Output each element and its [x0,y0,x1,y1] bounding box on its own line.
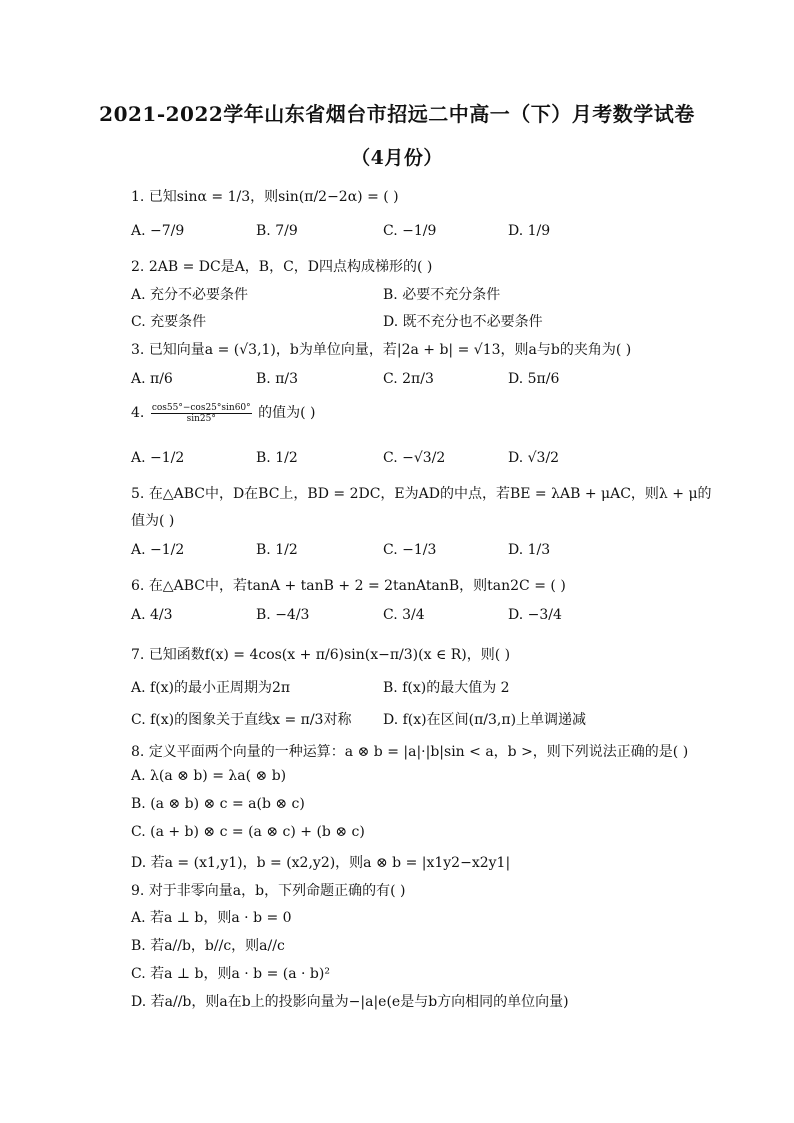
question-number: 6. [131,578,145,594]
option-b: B. (a ⊗ b) ⊗ c = a(b ⊗ c) [131,796,305,812]
question-number: 8. [131,744,145,760]
question-3 [131,339,631,359]
option-b: B. 若a//b，b//c，则a//c [131,938,285,954]
question-stem-continued: 值为( ) [131,513,175,529]
option-b: B. π/3 [256,371,299,387]
question-stem: 已知函数f(x) = 4cos(x + π/6)sin(x−π/3)(x ∈ R)，则( ) [148,647,511,663]
option-a: A. 若a ⊥ b，则a · b = 0 [131,910,292,926]
question-2 [131,256,432,276]
question-1 [131,186,399,206]
option-a: A. 充分不必要条件 [131,287,249,303]
fraction-denominator: sin25° [186,413,216,424]
question-stem: 在△ABC中，若tanA + tanB + 2 = 2tanAtanB，则tan2C = ( ) [148,578,566,594]
question-stem: 在△ABC中，D在BC上，BD = 2DC，E为AD的中点，若BE = λAB + μAC，则λ + μ的 [148,486,712,502]
option-d: D. f(x)在区间(π/3,π)上单调递减 [383,712,587,728]
fraction [151,403,252,424]
option-a: A. λ(a ⊗ b) = λa( ⊗ b) [131,768,287,784]
option-d: D. 若a//b，则a在b上的投影向量为−|a|e(e是与b方向相同的单位向量) [131,994,569,1010]
question-9 [131,880,406,900]
option-a: A. 4/3 [131,607,173,623]
option-c: C. 3/4 [383,607,425,623]
question-7 [131,644,510,664]
question-8 [131,741,688,761]
option-d: D. 1/9 [508,223,551,239]
question-stem: 的值为( ) [258,405,316,421]
option-b: B. f(x)的最大值为 2 [383,680,510,696]
question-number: 9. [131,883,145,899]
option-c: C. f(x)的图象关于直线x = π/3对称 [131,712,352,728]
option-a: A. −1/2 [131,450,185,466]
option-b: B. 1/2 [256,542,298,558]
option-a: A. π/6 [131,371,173,387]
option-d: D. −3/4 [508,607,562,623]
question-number: 4. [131,405,145,421]
option-a: A. −1/2 [131,542,185,558]
option-b: B. 1/2 [256,450,298,466]
option-c: C. 充要条件 [131,314,207,330]
option-d: D. 5π/6 [508,371,560,387]
option-d: D. 若a = (x1,y1)，b = (x2,y2)，则a ⊗ b = |x1y2−x2y1| [131,855,511,871]
option-b: B. −4/3 [256,607,310,623]
option-b: B. 7/9 [256,223,298,239]
option-a: A. f(x)的最小正周期为2π [131,680,291,696]
option-a: A. −7/9 [131,223,185,239]
question-number: 3. [131,342,145,358]
question-number: 7. [131,647,145,663]
question-stem: 定义平面两个向量的一种运算：a ⊗ b = |a|·|b|sin < a，b >，则下列说法正确的是( ) [148,744,689,760]
question-number: 1. [131,189,145,205]
option-c: C. −√3/2 [383,450,446,466]
question-number: 5. [131,486,145,502]
question-stem: 2AB = DC是A，B，C，D四点构成梯形的( ) [148,259,433,275]
paper-title: 2021-2022学年山东省烟台市招远二中高一（下）月考数学试卷 [99,102,695,126]
option-d: D. √3/2 [508,450,560,466]
question-number: 2. [131,259,145,275]
question-4 [131,402,316,424]
option-b: B. 必要不充分条件 [383,287,501,303]
option-d: D. 既不充分也不必要条件 [383,314,543,330]
option-c: C. (a + b) ⊗ c = (a ⊗ c) + (b ⊗ c) [131,824,365,840]
question-stem: 已知sinα = 1/3，则sin(π/2−2α) = ( ) [148,189,399,205]
option-d: D. 1/3 [508,542,551,558]
question-stem: 对于非零向量a，b，下列命题正确的有( ) [148,883,406,899]
paper-subtitle: （4月份） [351,147,443,169]
option-c: C. 若a ⊥ b，则a · b = (a · b)² [131,966,330,982]
fraction-numerator: cos55°−cos25°sin60° [151,402,251,413]
question-6 [131,575,566,595]
question-5 [131,483,712,503]
question-stem: 已知向量a = (√3,1)，b为单位向量，若|2a + b| = √13，则a与b的夹角为( ) [148,342,632,358]
option-c: C. −1/3 [383,542,437,558]
option-c: C. −1/9 [383,223,437,239]
option-c: C. 2π/3 [383,371,434,387]
